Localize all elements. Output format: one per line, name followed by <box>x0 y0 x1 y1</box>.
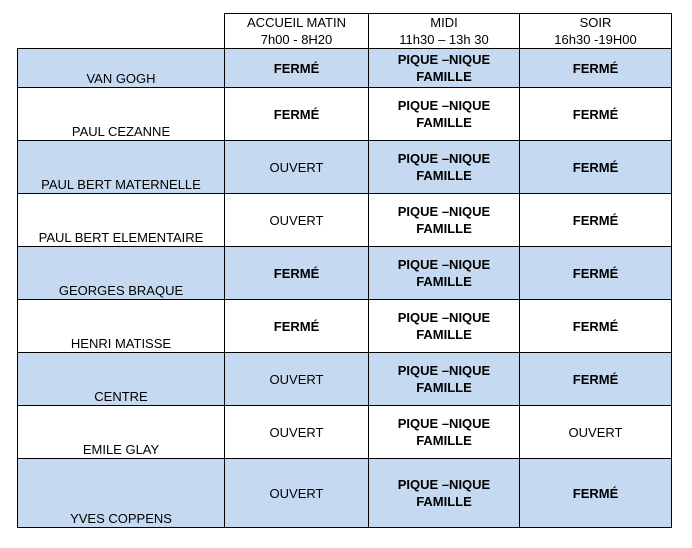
matin-status: OUVERT <box>269 371 324 387</box>
school-name-cell: GEORGES BRAQUE <box>18 247 225 300</box>
midi-status-line2: FAMILLE <box>416 69 472 84</box>
soir-status-cell <box>520 406 672 459</box>
midi-status-line1: PIQUE –NIQUE <box>397 310 491 325</box>
header-hours: 7h00 - 8H20 <box>260 32 333 47</box>
midi-status-line2: FAMILLE <box>416 274 472 289</box>
table-row <box>18 49 672 88</box>
school-name-cell: CENTRE <box>18 353 225 406</box>
soir-status: FERMÉ <box>572 265 619 281</box>
matin-status: OUVERT <box>269 159 324 175</box>
school-name-cell: EMILE GLAY <box>18 406 225 459</box>
midi-status-cell <box>369 141 520 194</box>
school-name-cell: YVES COPPENS <box>18 459 225 528</box>
midi-status-line2: FAMILLE <box>416 380 472 395</box>
midi-status-cell <box>369 300 520 353</box>
soir-status-cell <box>520 300 672 353</box>
header-title: SOIR <box>579 15 612 30</box>
matin-status-cell <box>225 141 369 194</box>
midi-status-cell <box>369 459 520 528</box>
midi-status-cell <box>369 247 520 300</box>
schedule-table <box>17 13 672 528</box>
soir-status-cell <box>520 353 672 406</box>
school-name-cell: HENRI MATISSE <box>18 300 225 353</box>
matin-status: OUVERT <box>269 212 324 228</box>
matin-status-cell <box>225 300 369 353</box>
midi-status-line2: FAMILLE <box>416 168 472 183</box>
header-corner-cell <box>18 14 225 49</box>
table-row <box>18 88 672 141</box>
matin-status-cell <box>225 459 369 528</box>
matin-status-cell <box>225 406 369 459</box>
midi-status-line2: FAMILLE <box>416 327 472 342</box>
soir-status: OUVERT <box>568 424 623 440</box>
soir-status: FERMÉ <box>572 60 619 76</box>
header-midi <box>369 14 520 49</box>
soir-status-cell <box>520 141 672 194</box>
midi-status-line2: FAMILLE <box>416 221 472 236</box>
midi-status-line2: FAMILLE <box>416 433 472 448</box>
midi-status-line2: FAMILLE <box>416 494 472 509</box>
matin-status: FERMÉ <box>273 318 320 334</box>
table-row <box>18 247 672 300</box>
header-title: ACCUEIL MATIN <box>247 15 346 30</box>
midi-status-cell <box>369 406 520 459</box>
midi-status-cell <box>369 49 520 88</box>
midi-status-line1: PIQUE –NIQUE <box>397 416 491 431</box>
midi-status-line1: PIQUE –NIQUE <box>397 52 491 67</box>
midi-status-cell <box>369 353 520 406</box>
soir-status: FERMÉ <box>572 106 619 122</box>
midi-status-line2: FAMILLE <box>416 115 472 130</box>
matin-status-cell <box>225 353 369 406</box>
matin-status: FERMÉ <box>273 265 320 281</box>
school-name-cell: VAN GOGH <box>18 49 225 88</box>
midi-status-line1: PIQUE –NIQUE <box>397 477 491 492</box>
matin-status-cell <box>225 88 369 141</box>
school-name-cell: PAUL CEZANNE <box>18 88 225 141</box>
matin-status: FERMÉ <box>273 60 320 76</box>
soir-status-cell <box>520 459 672 528</box>
table-row <box>18 459 672 528</box>
soir-status: FERMÉ <box>572 485 619 501</box>
table-row <box>18 353 672 406</box>
soir-status-cell <box>520 88 672 141</box>
midi-status-line1: PIQUE –NIQUE <box>397 151 491 166</box>
school-name-cell: PAUL BERT ELEMENTAIRE <box>18 194 225 247</box>
table-row <box>18 141 672 194</box>
header-soir <box>520 14 672 49</box>
midi-status-line1: PIQUE –NIQUE <box>397 98 491 113</box>
soir-status: FERMÉ <box>572 212 619 228</box>
soir-status-cell <box>520 194 672 247</box>
midi-status-line1: PIQUE –NIQUE <box>397 363 491 378</box>
midi-status-line1: PIQUE –NIQUE <box>397 257 491 272</box>
matin-status-cell <box>225 194 369 247</box>
header-hours: 16h30 -19H00 <box>554 32 637 47</box>
soir-status: FERMÉ <box>572 371 619 387</box>
matin-status: OUVERT <box>269 485 324 501</box>
soir-status-cell <box>520 49 672 88</box>
midi-status-cell <box>369 194 520 247</box>
soir-status: FERMÉ <box>572 318 619 334</box>
matin-status-cell <box>225 247 369 300</box>
table-row <box>18 406 672 459</box>
header-hours: 11h30 – 13h 30 <box>399 32 489 47</box>
soir-status-cell <box>520 247 672 300</box>
header-title: MIDI <box>430 15 458 30</box>
soir-status: FERMÉ <box>572 159 619 175</box>
header-accueil-matin <box>225 14 369 49</box>
table-row <box>18 194 672 247</box>
table-row <box>18 300 672 353</box>
matin-status-cell <box>225 49 369 88</box>
school-name-cell: PAUL BERT MATERNELLE <box>18 141 225 194</box>
midi-status-cell <box>369 88 520 141</box>
matin-status: FERMÉ <box>273 106 320 122</box>
header-row <box>18 14 672 49</box>
midi-status-line1: PIQUE –NIQUE <box>397 204 491 219</box>
matin-status: OUVERT <box>269 424 324 440</box>
